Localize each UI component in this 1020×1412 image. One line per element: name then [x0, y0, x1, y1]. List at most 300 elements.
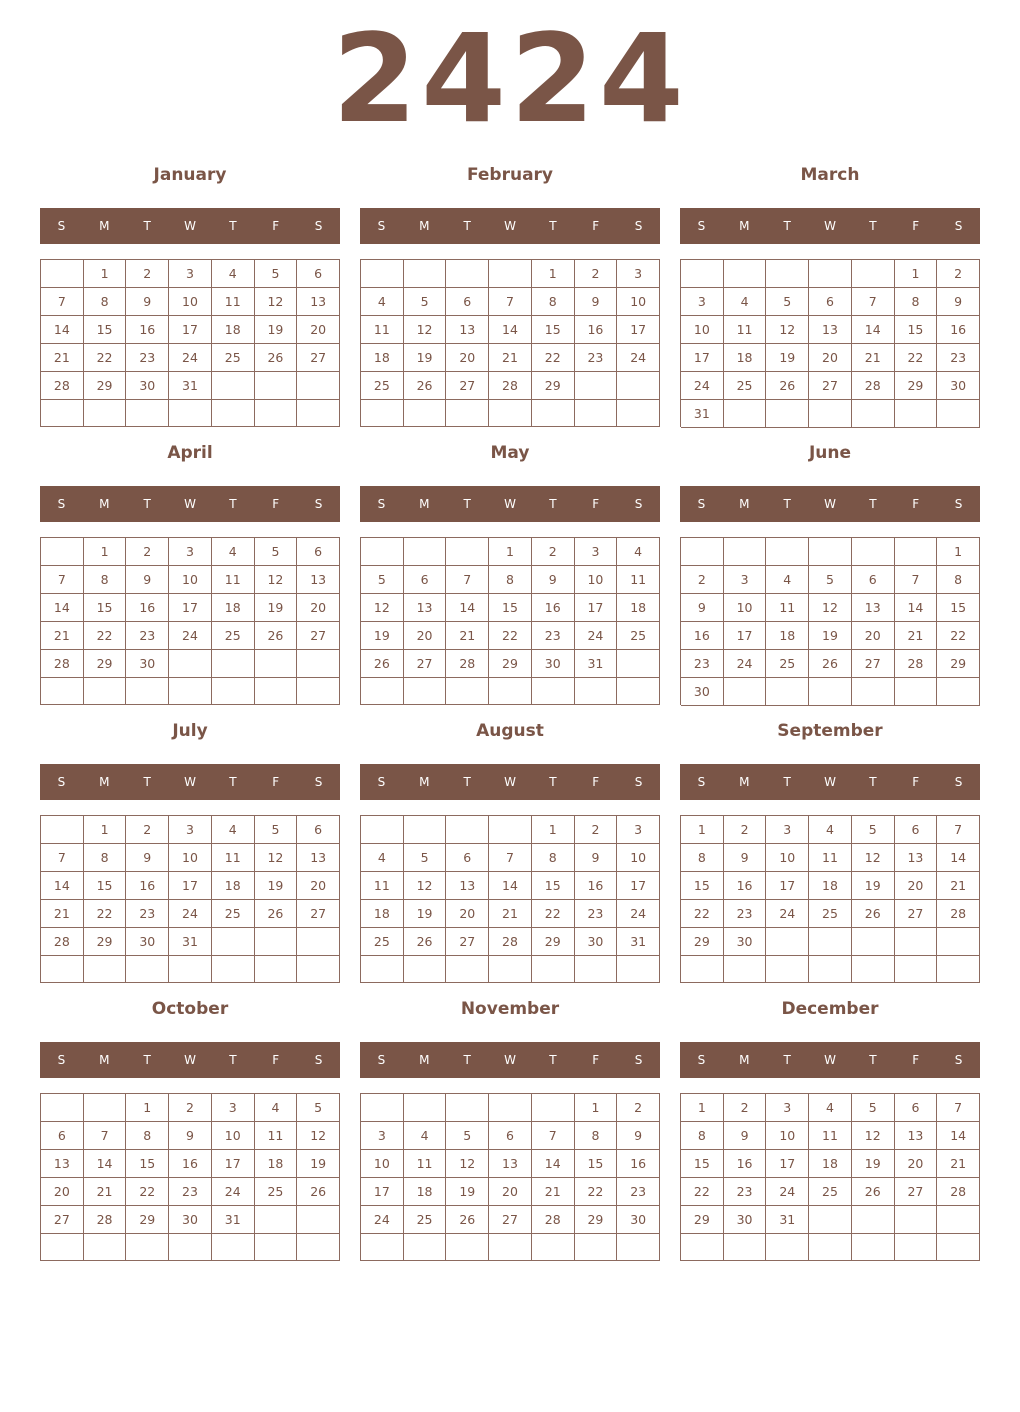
day-cell: [766, 400, 809, 428]
day-cell: 6: [895, 816, 938, 844]
month-title: March: [800, 165, 860, 185]
day-cell: 16: [617, 1150, 660, 1178]
day-cell: [404, 956, 447, 983]
day-cell: 1: [532, 260, 575, 288]
day-cell: 26: [404, 928, 447, 956]
day-cell: 27: [852, 650, 895, 678]
day-cell: [852, 400, 895, 428]
day-cell: [532, 1234, 575, 1261]
weekday-header-bar: [360, 1042, 660, 1078]
weekday-label: S: [57, 1053, 66, 1067]
weekday-label: S: [697, 219, 706, 233]
day-cell: 17: [724, 622, 767, 650]
day-cell: [575, 678, 618, 705]
day-cell: [766, 1234, 809, 1261]
day-cell: 12: [809, 594, 852, 622]
day-cell: 2: [126, 538, 169, 566]
day-cell: [361, 956, 404, 983]
day-cell: 12: [852, 844, 895, 872]
weekday-label: W: [824, 219, 836, 233]
weekday-label: F: [592, 497, 600, 511]
month-title: April: [167, 443, 213, 463]
day-cell: 4: [404, 1122, 447, 1150]
day-cell: 26: [361, 650, 404, 678]
day-cell: 2: [169, 1094, 212, 1122]
day-cell: 20: [297, 594, 340, 622]
day-cell: 4: [766, 566, 809, 594]
day-cell: 14: [852, 316, 895, 344]
day-cell: 23: [724, 1178, 767, 1206]
day-cell: [809, 400, 852, 428]
day-cell: [212, 400, 255, 427]
day-cell: 15: [532, 872, 575, 900]
weekday-label: T: [783, 1053, 791, 1067]
weekday-label: T: [229, 1053, 237, 1067]
day-cell: 19: [446, 1178, 489, 1206]
day-cell: [297, 372, 340, 400]
day-cell: 8: [84, 288, 127, 316]
day-cell: 12: [446, 1150, 489, 1178]
day-cell: [446, 678, 489, 705]
day-cell: 9: [532, 566, 575, 594]
day-cell: 27: [297, 622, 340, 650]
day-cell: [575, 400, 618, 427]
day-cell: 4: [212, 260, 255, 288]
day-cell: 27: [297, 344, 340, 372]
day-cell: 3: [617, 816, 660, 844]
weekday-label: M: [739, 219, 750, 233]
day-cell: [532, 1094, 575, 1122]
day-cell: 17: [169, 872, 212, 900]
day-grid: [680, 1093, 980, 1261]
day-cell: 10: [617, 844, 660, 872]
day-cell: 27: [809, 372, 852, 400]
day-cell: 13: [852, 594, 895, 622]
day-cell: [617, 372, 660, 400]
day-cell: [724, 956, 767, 983]
day-cell: 14: [41, 872, 84, 900]
day-cell: 8: [681, 1122, 724, 1150]
day-cell: 26: [446, 1206, 489, 1234]
day-cell: 25: [617, 622, 660, 650]
day-cell: 20: [404, 622, 447, 650]
day-cell: [766, 538, 809, 566]
day-cell: [361, 1094, 404, 1122]
day-cell: 27: [895, 900, 938, 928]
day-cell: 5: [809, 566, 852, 594]
day-cell: [361, 678, 404, 705]
day-cell: 28: [84, 1206, 127, 1234]
day-cell: [255, 678, 298, 705]
day-cell: [489, 1234, 532, 1261]
day-cell: 6: [404, 566, 447, 594]
weekday-label: M: [739, 775, 750, 789]
day-cell: 11: [212, 844, 255, 872]
weekday-label: W: [504, 219, 516, 233]
day-cell: 6: [446, 844, 489, 872]
day-cell: 24: [617, 344, 660, 372]
day-cell: [84, 956, 127, 983]
day-cell: [41, 816, 84, 844]
day-cell: [297, 1234, 340, 1261]
weekday-label: S: [954, 1053, 963, 1067]
day-cell: 15: [895, 316, 938, 344]
weekday-label: F: [592, 219, 600, 233]
day-cell: 30: [681, 678, 724, 706]
weekday-label: F: [272, 1053, 280, 1067]
day-cell: [297, 400, 340, 427]
day-cell: 21: [489, 900, 532, 928]
day-cell: 2: [575, 816, 618, 844]
weekday-label: T: [783, 775, 791, 789]
weekday-label: M: [739, 1053, 750, 1067]
day-cell: [724, 400, 767, 428]
day-cell: [446, 816, 489, 844]
day-cell: 12: [404, 316, 447, 344]
day-cell: 16: [724, 1150, 767, 1178]
day-cell: [41, 538, 84, 566]
day-cell: 11: [361, 872, 404, 900]
day-cell: 5: [404, 288, 447, 316]
day-cell: 22: [575, 1178, 618, 1206]
day-cell: 10: [169, 288, 212, 316]
weekday-label: T: [549, 497, 557, 511]
day-cell: 7: [41, 844, 84, 872]
weekday-label: W: [824, 1053, 836, 1067]
weekday-label: M: [99, 219, 110, 233]
day-cell: 20: [895, 872, 938, 900]
day-cell: 2: [126, 260, 169, 288]
day-cell: [895, 400, 938, 428]
day-cell: [169, 1234, 212, 1261]
day-cell: 30: [126, 928, 169, 956]
weekday-label: T: [229, 497, 237, 511]
day-cell: [297, 650, 340, 678]
month-title: August: [476, 721, 544, 741]
day-cell: 19: [361, 622, 404, 650]
day-cell: 2: [681, 566, 724, 594]
day-cell: [446, 538, 489, 566]
day-cell: 8: [532, 844, 575, 872]
day-cell: 16: [126, 316, 169, 344]
day-cell: 22: [84, 900, 127, 928]
day-cell: 7: [895, 566, 938, 594]
day-cell: 23: [126, 344, 169, 372]
day-cell: 10: [169, 844, 212, 872]
day-cell: 5: [404, 844, 447, 872]
day-cell: 22: [681, 1178, 724, 1206]
day-cell: [255, 928, 298, 956]
day-grid: [360, 1093, 660, 1261]
day-cell: 19: [809, 622, 852, 650]
month-title: June: [808, 443, 852, 463]
weekday-label: W: [504, 497, 516, 511]
day-cell: 5: [255, 538, 298, 566]
day-cell: 11: [361, 316, 404, 344]
day-cell: [766, 678, 809, 706]
day-cell: 4: [617, 538, 660, 566]
day-cell: 13: [489, 1150, 532, 1178]
day-cell: 15: [681, 872, 724, 900]
day-cell: [255, 1234, 298, 1261]
day-cell: 31: [212, 1206, 255, 1234]
weekday-label: S: [314, 775, 323, 789]
day-cell: 20: [297, 316, 340, 344]
day-cell: [852, 956, 895, 983]
day-cell: 2: [532, 538, 575, 566]
day-cell: [297, 1206, 340, 1234]
day-cell: 4: [809, 1094, 852, 1122]
day-cell: [895, 928, 938, 956]
day-cell: 11: [212, 288, 255, 316]
day-cell: [404, 538, 447, 566]
day-cell: 3: [169, 538, 212, 566]
day-cell: 27: [895, 1178, 938, 1206]
day-cell: 27: [446, 372, 489, 400]
day-cell: 2: [575, 260, 618, 288]
day-cell: 24: [169, 900, 212, 928]
day-cell: [404, 816, 447, 844]
day-cell: 17: [169, 316, 212, 344]
day-cell: [532, 400, 575, 427]
day-cell: [895, 678, 938, 706]
day-cell: [489, 956, 532, 983]
day-cell: [212, 956, 255, 983]
day-cell: 4: [361, 288, 404, 316]
weekday-label: T: [463, 219, 471, 233]
day-cell: 12: [766, 316, 809, 344]
day-cell: 30: [724, 1206, 767, 1234]
day-cell: 14: [446, 594, 489, 622]
day-cell: 11: [766, 594, 809, 622]
day-cell: 2: [937, 260, 980, 288]
day-cell: 3: [169, 260, 212, 288]
weekday-label: T: [869, 497, 877, 511]
day-cell: 15: [84, 872, 127, 900]
day-cell: [937, 678, 980, 706]
day-cell: 26: [297, 1178, 340, 1206]
day-cell: 9: [126, 566, 169, 594]
day-cell: 1: [84, 538, 127, 566]
weekday-label: W: [184, 497, 196, 511]
weekday-header-bar: [40, 208, 340, 244]
day-cell: [404, 1094, 447, 1122]
day-cell: 7: [41, 566, 84, 594]
day-cell: 25: [212, 622, 255, 650]
day-cell: [809, 956, 852, 983]
day-cell: 13: [41, 1150, 84, 1178]
day-cell: 26: [404, 372, 447, 400]
day-cell: 24: [169, 344, 212, 372]
day-grid: [680, 259, 980, 427]
day-cell: [937, 1234, 980, 1261]
day-cell: 18: [212, 594, 255, 622]
day-cell: [41, 1234, 84, 1261]
day-cell: 4: [255, 1094, 298, 1122]
day-cell: 16: [724, 872, 767, 900]
day-cell: 6: [297, 538, 340, 566]
day-cell: [169, 400, 212, 427]
weekday-label: T: [869, 775, 877, 789]
day-cell: 10: [724, 594, 767, 622]
weekday-label: S: [377, 219, 386, 233]
day-cell: [809, 928, 852, 956]
day-cell: 24: [766, 900, 809, 928]
weekday-label: S: [57, 775, 66, 789]
weekday-label: S: [377, 497, 386, 511]
day-cell: 19: [852, 1150, 895, 1178]
day-cell: 27: [489, 1206, 532, 1234]
day-cell: 7: [489, 288, 532, 316]
day-cell: 25: [361, 928, 404, 956]
day-cell: 27: [446, 928, 489, 956]
day-cell: 17: [575, 594, 618, 622]
day-cell: 24: [169, 622, 212, 650]
day-cell: 15: [489, 594, 532, 622]
weekday-label: S: [314, 219, 323, 233]
day-cell: 23: [937, 344, 980, 372]
month-title: May: [490, 443, 530, 463]
day-cell: 2: [126, 816, 169, 844]
day-cell: 26: [255, 900, 298, 928]
day-cell: 18: [404, 1178, 447, 1206]
day-cell: 3: [169, 816, 212, 844]
day-cell: 22: [532, 900, 575, 928]
weekday-label: T: [143, 219, 151, 233]
day-cell: [404, 260, 447, 288]
day-cell: 28: [937, 1178, 980, 1206]
day-cell: [489, 400, 532, 427]
day-cell: 17: [361, 1178, 404, 1206]
weekday-label: T: [783, 219, 791, 233]
day-cell: [724, 678, 767, 706]
weekday-label: S: [697, 775, 706, 789]
day-cell: 3: [212, 1094, 255, 1122]
day-cell: 18: [809, 1150, 852, 1178]
weekday-label: M: [419, 775, 430, 789]
day-cell: 23: [126, 622, 169, 650]
day-cell: [532, 956, 575, 983]
day-cell: 11: [404, 1150, 447, 1178]
day-cell: 21: [937, 1150, 980, 1178]
day-cell: 15: [84, 594, 127, 622]
day-cell: 31: [169, 372, 212, 400]
day-cell: 21: [41, 622, 84, 650]
day-cell: 19: [404, 900, 447, 928]
day-cell: 23: [575, 900, 618, 928]
day-cell: 14: [41, 316, 84, 344]
day-cell: [617, 400, 660, 427]
weekday-header-bar: [40, 1042, 340, 1078]
day-cell: 13: [297, 844, 340, 872]
day-cell: 7: [446, 566, 489, 594]
day-cell: [724, 260, 767, 288]
day-cell: [446, 956, 489, 983]
day-cell: 10: [169, 566, 212, 594]
day-cell: 25: [212, 344, 255, 372]
weekday-label: M: [419, 219, 430, 233]
day-cell: [255, 956, 298, 983]
day-cell: [212, 678, 255, 705]
day-cell: 6: [852, 566, 895, 594]
weekday-label: F: [592, 1053, 600, 1067]
month-title: July: [172, 721, 208, 741]
day-cell: 11: [212, 566, 255, 594]
weekday-label: M: [419, 497, 430, 511]
weekday-label: T: [229, 775, 237, 789]
day-cell: 18: [724, 344, 767, 372]
day-cell: 14: [937, 1122, 980, 1150]
weekday-label: T: [463, 775, 471, 789]
day-cell: [724, 538, 767, 566]
day-cell: 17: [681, 344, 724, 372]
day-cell: [895, 1234, 938, 1261]
day-cell: 21: [41, 900, 84, 928]
weekday-label: T: [463, 1053, 471, 1067]
day-cell: 5: [852, 816, 895, 844]
day-cell: 21: [41, 344, 84, 372]
day-cell: [41, 260, 84, 288]
day-cell: 21: [446, 622, 489, 650]
day-cell: [895, 956, 938, 983]
weekday-label: W: [184, 1053, 196, 1067]
day-cell: 13: [446, 316, 489, 344]
day-cell: 23: [617, 1178, 660, 1206]
day-cell: 5: [766, 288, 809, 316]
weekday-label: T: [229, 219, 237, 233]
day-cell: 25: [361, 372, 404, 400]
day-cell: 12: [852, 1122, 895, 1150]
day-cell: 12: [404, 872, 447, 900]
month-title: September: [777, 721, 883, 741]
day-cell: [617, 956, 660, 983]
day-cell: 6: [809, 288, 852, 316]
day-cell: [126, 1234, 169, 1261]
day-cell: 24: [681, 372, 724, 400]
day-cell: [361, 400, 404, 427]
day-cell: 5: [255, 816, 298, 844]
day-cell: 16: [937, 316, 980, 344]
day-cell: 28: [446, 650, 489, 678]
weekday-label: W: [824, 497, 836, 511]
day-cell: 5: [852, 1094, 895, 1122]
day-cell: 1: [681, 816, 724, 844]
day-cell: 29: [681, 1206, 724, 1234]
weekday-label: M: [739, 497, 750, 511]
day-cell: 30: [617, 1206, 660, 1234]
month-title: November: [460, 999, 560, 1019]
day-cell: 10: [361, 1150, 404, 1178]
day-cell: [361, 816, 404, 844]
day-cell: 4: [724, 288, 767, 316]
weekday-label: S: [377, 775, 386, 789]
day-cell: [446, 1094, 489, 1122]
day-cell: 20: [297, 872, 340, 900]
day-grid: [680, 537, 980, 705]
day-cell: [84, 1094, 127, 1122]
weekday-label: S: [57, 497, 66, 511]
weekday-label: W: [184, 775, 196, 789]
day-cell: 11: [255, 1122, 298, 1150]
day-cell: 20: [852, 622, 895, 650]
day-cell: [489, 816, 532, 844]
day-grid: [40, 259, 340, 427]
day-cell: 13: [297, 288, 340, 316]
day-cell: 9: [126, 844, 169, 872]
day-cell: 13: [895, 1122, 938, 1150]
day-cell: [255, 650, 298, 678]
day-cell: 21: [937, 872, 980, 900]
